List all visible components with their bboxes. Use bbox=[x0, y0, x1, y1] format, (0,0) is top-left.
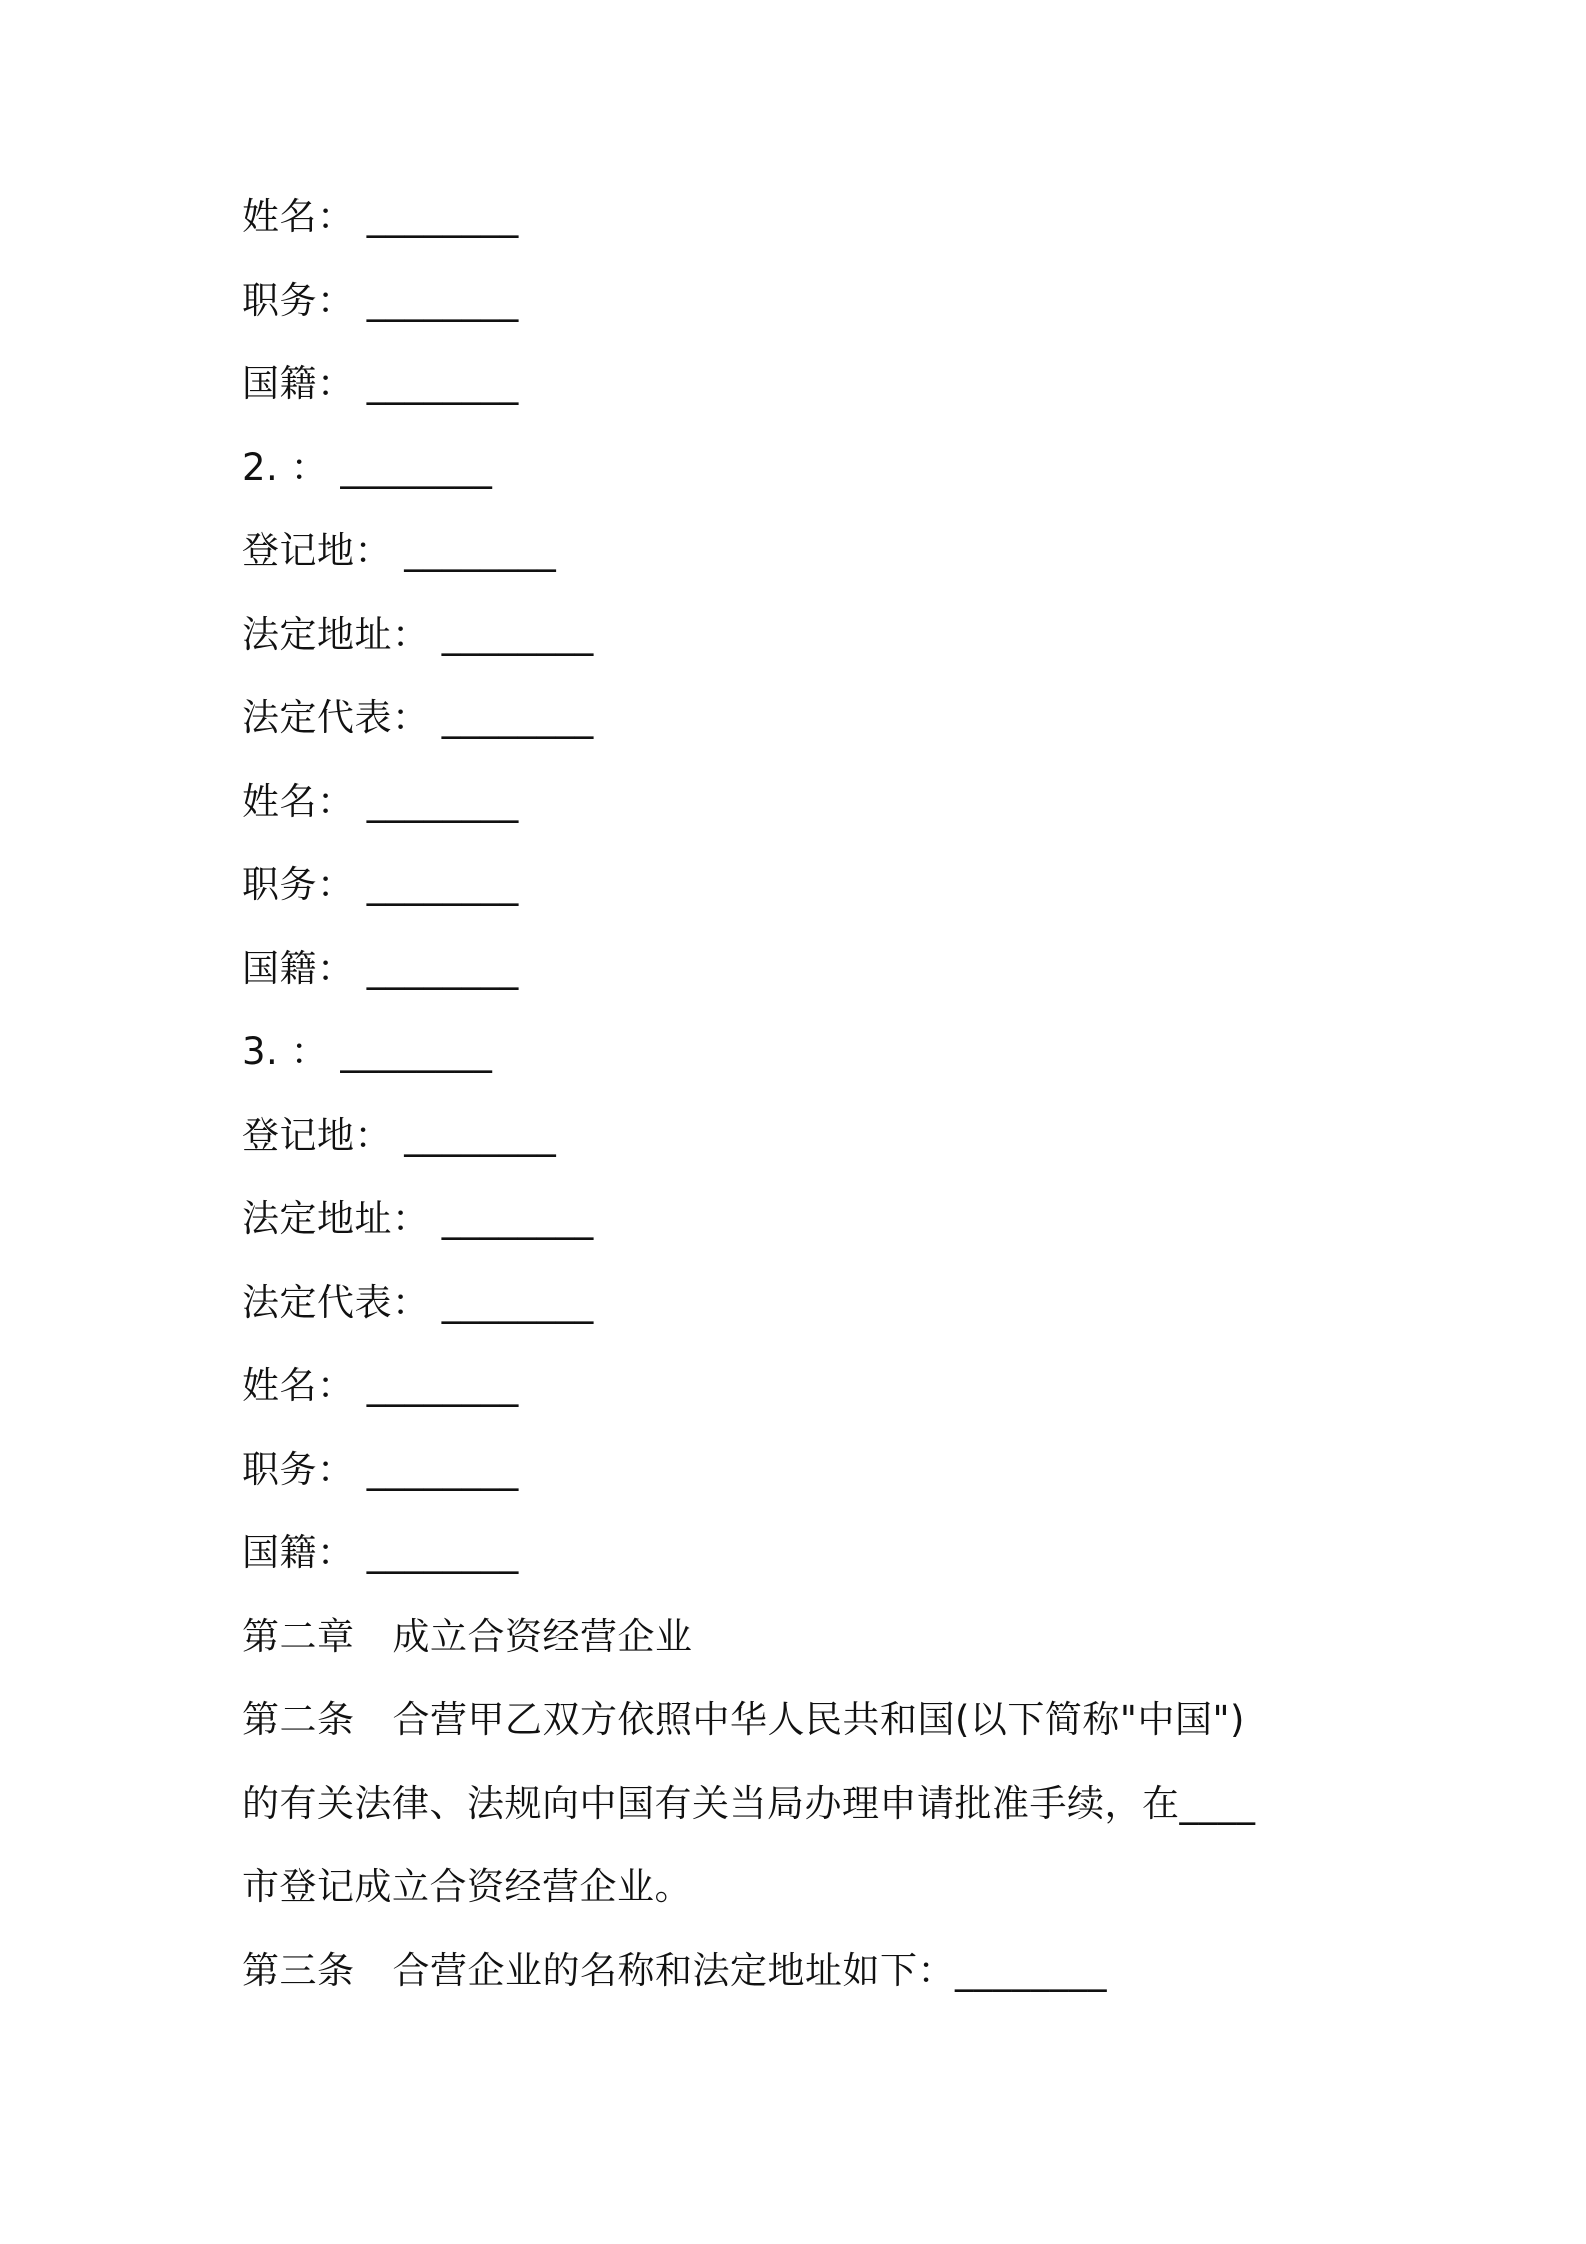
field-label: 国籍： bbox=[242, 1531, 355, 1574]
article-two-line-3 bbox=[242, 1866, 1372, 1908]
field-line-nationality-2 bbox=[242, 948, 1372, 990]
party-3-line bbox=[242, 1031, 1372, 1073]
field-line-name-1 bbox=[242, 196, 1372, 238]
field-blank: ________ bbox=[366, 779, 519, 823]
document-body bbox=[242, 196, 1372, 2033]
field-label: 姓名： bbox=[242, 1364, 355, 1407]
article-three-line bbox=[242, 1950, 1372, 1992]
field-blank: ________ bbox=[340, 445, 493, 489]
field-line-title-3 bbox=[242, 1449, 1372, 1491]
field-label: 职务： bbox=[242, 863, 355, 906]
field-blank: ________ bbox=[441, 696, 594, 739]
field-line-name-2 bbox=[242, 781, 1372, 823]
field-blank: ________ bbox=[404, 1113, 557, 1157]
party-label: 3. ： bbox=[242, 1030, 329, 1073]
field-blank: ________ bbox=[366, 1447, 519, 1491]
article-text: 市登记成立合资经营企业。 bbox=[242, 1865, 692, 1908]
article-text: 的有关法律、法规向中国有关当局办理申请批准手续，在____ bbox=[242, 1781, 1256, 1825]
field-blank: ________ bbox=[366, 278, 519, 322]
field-label: 登记地： bbox=[242, 1113, 392, 1157]
field-label: 国籍： bbox=[242, 946, 355, 990]
field-blank: ________ bbox=[441, 612, 594, 656]
field-line-name-3 bbox=[242, 1365, 1372, 1407]
field-label: 职务： bbox=[242, 278, 355, 322]
field-blank: ________ bbox=[441, 1197, 594, 1240]
field-blank: ________ bbox=[955, 1948, 1107, 1992]
field-label: 法定代表： bbox=[242, 1280, 430, 1324]
field-line-representative-3 bbox=[242, 1282, 1372, 1324]
field-line-nationality-1 bbox=[242, 363, 1372, 405]
chapter-number: 第二章 bbox=[242, 1614, 355, 1658]
field-blank: ________ bbox=[404, 529, 557, 572]
party-label: 2. ： bbox=[242, 445, 329, 489]
field-line-registration-3 bbox=[242, 1115, 1372, 1157]
field-blank: ________ bbox=[441, 1280, 594, 1324]
field-line-title-2 bbox=[242, 864, 1372, 906]
field-blank: ________ bbox=[366, 946, 519, 990]
field-blank: ________ bbox=[366, 1531, 519, 1574]
field-blank: ________ bbox=[366, 362, 519, 405]
field-line-registration-2 bbox=[242, 530, 1372, 572]
field-blank: ________ bbox=[340, 1030, 493, 1073]
field-line-representative-2 bbox=[242, 697, 1372, 739]
field-label: 登记地： bbox=[242, 529, 392, 572]
field-line-nationality-3 bbox=[242, 1532, 1372, 1574]
field-line-address-3 bbox=[242, 1198, 1372, 1240]
field-label: 职务： bbox=[242, 1447, 355, 1491]
article-number: 第三条 bbox=[242, 1948, 355, 1992]
field-blank: ________ bbox=[366, 863, 519, 906]
article-text: 合营企业的名称和法定地址如下： bbox=[392, 1948, 955, 1992]
party-2-line bbox=[242, 447, 1372, 489]
field-blank: ________ bbox=[366, 1364, 519, 1407]
field-label: 法定代表： bbox=[242, 696, 430, 739]
field-label: 姓名： bbox=[242, 195, 355, 238]
article-text: 合营甲乙双方依照中华人民共和国(以下简称"中国") bbox=[392, 1698, 1245, 1741]
article-number: 第二条 bbox=[242, 1698, 355, 1741]
field-label: 法定地址： bbox=[242, 612, 430, 656]
field-line-title-1 bbox=[242, 280, 1372, 322]
field-line-address-2 bbox=[242, 614, 1372, 656]
article-two-line-1 bbox=[242, 1699, 1372, 1741]
chapter-title: 成立合资经营企业 bbox=[392, 1614, 693, 1658]
field-blank: ________ bbox=[366, 195, 519, 238]
article-two-line-2 bbox=[242, 1783, 1372, 1825]
chapter-two-heading bbox=[242, 1616, 1372, 1658]
field-label: 国籍： bbox=[242, 362, 355, 405]
field-label: 法定地址： bbox=[242, 1197, 430, 1240]
field-label: 姓名： bbox=[242, 779, 355, 823]
